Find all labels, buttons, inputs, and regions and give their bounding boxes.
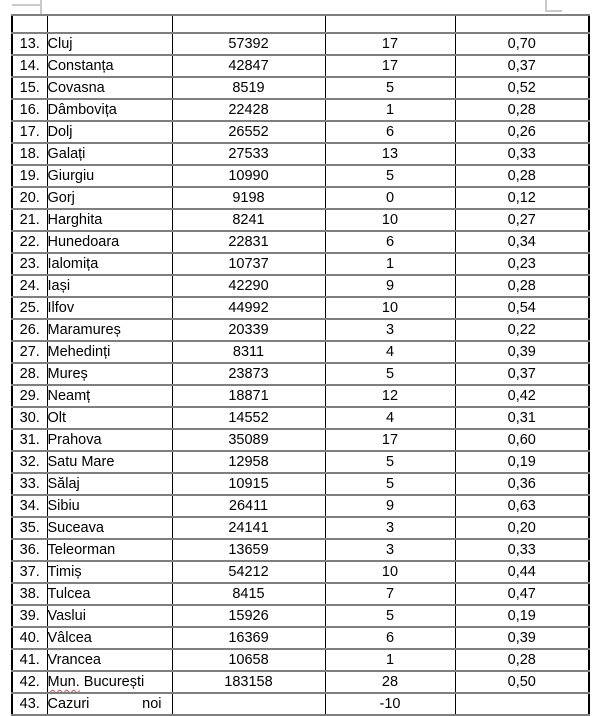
cell-value-1: 8241 <box>172 209 325 231</box>
cell-value-1: 14552 <box>172 407 325 429</box>
cell-row-number: 40. <box>12 627 47 649</box>
cell-value-2: 9 <box>325 495 455 517</box>
cell-county-name: Teleorman <box>47 539 172 561</box>
cell-value-2: 1 <box>325 99 455 121</box>
cell-value-3: 0,44 <box>455 561 589 583</box>
cell-value-3: 0,34 <box>455 231 589 253</box>
header-cell <box>172 15 325 33</box>
cell-row-number: 35. <box>12 517 47 539</box>
cell-county-name: Mun. București <box>47 671 172 693</box>
cell-value-3: 0,36 <box>455 473 589 495</box>
cell-county-name: Sălaj <box>47 473 172 495</box>
table-row <box>12 429 589 451</box>
table-row <box>12 561 589 583</box>
cell-county-name: Mehedinți <box>47 341 172 363</box>
cell-value-3: 0,23 <box>455 253 589 275</box>
table-row <box>12 517 589 539</box>
cell-county-name: Gorj <box>47 187 172 209</box>
cell-value-1: 10990 <box>172 165 325 187</box>
cell-value-1: 26552 <box>172 121 325 143</box>
cell-county-name: Covasna <box>47 77 172 99</box>
cell-value-1: 42290 <box>172 275 325 297</box>
cell-value-3: 0,37 <box>455 55 589 77</box>
table-row <box>12 407 589 429</box>
table-row <box>12 583 589 605</box>
cell-value-2: 6 <box>325 121 455 143</box>
table-row <box>12 99 589 121</box>
cell-value-3 <box>455 693 589 715</box>
cell-value-3: 0,19 <box>455 605 589 627</box>
cell-value-1: 13659 <box>172 539 325 561</box>
cell-value-1: 8519 <box>172 77 325 99</box>
cell-row-number: 33. <box>12 473 47 495</box>
header-cell <box>455 15 589 33</box>
cell-county-name: Galați <box>47 143 172 165</box>
cell-value-1: 23873 <box>172 363 325 385</box>
table-row <box>12 473 589 495</box>
cell-value-1: 12958 <box>172 451 325 473</box>
cell-value-3: 0,39 <box>455 341 589 363</box>
cell-value-1: 22428 <box>172 99 325 121</box>
table-row <box>12 671 589 693</box>
cell-county-name: Maramureș <box>47 319 172 341</box>
cell-value-2: 5 <box>325 363 455 385</box>
cell-value-2: 1 <box>325 253 455 275</box>
header-cell <box>47 15 172 33</box>
cell-county-name: Sibiu <box>47 495 172 517</box>
cell-county-name: Suceava <box>47 517 172 539</box>
cell-row-number: 37. <box>12 561 47 583</box>
cell-county-name: Satu Mare <box>47 451 172 473</box>
cell-row-number: 18. <box>12 143 47 165</box>
cell-value-3: 0,20 <box>455 517 589 539</box>
cell-value-2: 5 <box>325 473 455 495</box>
cell-value-1: 16369 <box>172 627 325 649</box>
cell-row-number: 16. <box>12 99 47 121</box>
cell-value-3: 0,47 <box>455 583 589 605</box>
cell-row-number: 43. <box>12 693 47 715</box>
table-row <box>12 33 589 55</box>
cell-county-name: Ilfov <box>47 297 172 319</box>
cell-value-1: 24141 <box>172 517 325 539</box>
cell-county-name: Vâlcea <box>47 627 172 649</box>
cell-row-number: 22. <box>12 231 47 253</box>
cell-row-number: 19. <box>12 165 47 187</box>
table-row <box>12 341 589 363</box>
spellcheck-underlined-word: Mun. <box>47 674 80 690</box>
cell-value-1: 26411 <box>172 495 325 517</box>
table-row <box>12 209 589 231</box>
table-body <box>12 15 589 715</box>
cell-value-2: 3 <box>325 539 455 561</box>
cell-value-2: 10 <box>325 297 455 319</box>
cell-value-2: 17 <box>325 429 455 451</box>
table-row <box>12 451 589 473</box>
cell-value-1: 10658 <box>172 649 325 671</box>
cell-value-3: 0,50 <box>455 671 589 693</box>
cell-value-2: 17 <box>325 55 455 77</box>
table-row <box>12 55 589 77</box>
justified-word: noi <box>142 696 162 712</box>
cell-value-1: 10737 <box>172 253 325 275</box>
cell-value-2: 17 <box>325 33 455 55</box>
cell-value-2: 5 <box>325 165 455 187</box>
cell-value-1: 44992 <box>172 297 325 319</box>
cell-row-number: 39. <box>12 605 47 627</box>
cell-value-2: 4 <box>325 407 455 429</box>
cell-row-number: 13. <box>12 33 47 55</box>
cell-value-3: 0,22 <box>455 319 589 341</box>
cell-value-2: 5 <box>325 605 455 627</box>
table-row <box>12 187 589 209</box>
cell-value-3: 0,26 <box>455 121 589 143</box>
cell-value-1: 15926 <box>172 605 325 627</box>
cell-value-3: 0,33 <box>455 143 589 165</box>
cell-row-number: 25. <box>12 297 47 319</box>
cell-value-1: 9198 <box>172 187 325 209</box>
table-row <box>12 165 589 187</box>
cell-value-3: 0,54 <box>455 297 589 319</box>
table-row <box>12 495 589 517</box>
header-cell <box>12 15 47 33</box>
cell-county-name: Dâmbovița <box>47 99 172 121</box>
table-row <box>12 253 589 275</box>
header-cell <box>325 15 455 33</box>
cell-value-3: 0,33 <box>455 539 589 561</box>
cell-county-name: Timiș <box>47 561 172 583</box>
cell-value-3: 0,27 <box>455 209 589 231</box>
table-row <box>12 121 589 143</box>
cell-value-2: 3 <box>325 319 455 341</box>
table-row <box>12 231 589 253</box>
cell-value-2: 10 <box>325 561 455 583</box>
cell-value-1: 18871 <box>172 385 325 407</box>
cell-value-1: 27533 <box>172 143 325 165</box>
cell-value-3: 0,28 <box>455 99 589 121</box>
cell-value-2: 7 <box>325 583 455 605</box>
table-row <box>12 693 589 715</box>
cell-value-2: 13 <box>325 143 455 165</box>
cell-value-3: 0,28 <box>455 275 589 297</box>
table-row <box>12 649 589 671</box>
cell-value-1: 8311 <box>172 341 325 363</box>
cell-value-1: 54212 <box>172 561 325 583</box>
cell-value-3: 0,60 <box>455 429 589 451</box>
table-row <box>12 275 589 297</box>
cell-value-3: 0,37 <box>455 363 589 385</box>
table-row <box>12 627 589 649</box>
cell-value-1: 22831 <box>172 231 325 253</box>
cell-value-1: 35089 <box>172 429 325 451</box>
cell-row-number: 17. <box>12 121 47 143</box>
cell-county-name: Neamț <box>47 385 172 407</box>
justified-text <box>48 694 172 714</box>
cell-value-3: 0,52 <box>455 77 589 99</box>
cell-row-number: 30. <box>12 407 47 429</box>
cell-value-2: 5 <box>325 77 455 99</box>
cell-value-3: 0,28 <box>455 649 589 671</box>
cell-county-name: Giurgiu <box>47 165 172 187</box>
cell-row-number: 26. <box>12 319 47 341</box>
cell-value-1 <box>172 693 325 715</box>
cell-county-name: Iași <box>47 275 172 297</box>
cell-value-2: 3 <box>325 517 455 539</box>
county-data-table <box>11 14 590 716</box>
cell-county-name <box>47 693 172 715</box>
cell-row-number: 15. <box>12 77 47 99</box>
cell-value-1: 42847 <box>172 55 325 77</box>
cell-row-number: 34. <box>12 495 47 517</box>
cell-value-2: -10 <box>325 693 455 715</box>
cell-value-3: 0,28 <box>455 165 589 187</box>
cell-row-number: 36. <box>12 539 47 561</box>
cell-value-2: 12 <box>325 385 455 407</box>
table-row <box>12 385 589 407</box>
cell-row-number: 31. <box>12 429 47 451</box>
table-row <box>12 319 589 341</box>
cell-county-name: Constanța <box>47 55 172 77</box>
cell-value-2: 1 <box>325 649 455 671</box>
cell-value-2: 28 <box>325 671 455 693</box>
cell-value-3: 0,42 <box>455 385 589 407</box>
cell-row-number: 14. <box>12 55 47 77</box>
cell-row-number: 42. <box>12 671 47 693</box>
cell-county-name: Tulcea <box>47 583 172 605</box>
cell-value-1: 10915 <box>172 473 325 495</box>
cell-value-3: 0,12 <box>455 187 589 209</box>
cell-county-name: Vaslui <box>47 605 172 627</box>
cell-value-3: 0,63 <box>455 495 589 517</box>
table-row <box>12 363 589 385</box>
cell-value-3: 0,31 <box>455 407 589 429</box>
cell-county-name: Prahova <box>47 429 172 451</box>
cell-row-number: 28. <box>12 363 47 385</box>
cell-row-number: 29. <box>12 385 47 407</box>
cell-value-2: 4 <box>325 341 455 363</box>
cell-value-1: 183158 <box>172 671 325 693</box>
cell-value-2: 9 <box>325 275 455 297</box>
table-row <box>12 143 589 165</box>
cell-county-name: Cluj <box>47 33 172 55</box>
table-header-row <box>12 15 589 33</box>
cell-value-3: 0,39 <box>455 627 589 649</box>
cell-value-2: 6 <box>325 627 455 649</box>
cell-county-name: Hunedoara <box>47 231 172 253</box>
cell-value-1: 20339 <box>172 319 325 341</box>
cell-value-2: 6 <box>325 231 455 253</box>
cell-value-1: 57392 <box>172 33 325 55</box>
cell-value-3: 0,70 <box>455 33 589 55</box>
cell-value-1: 8415 <box>172 583 325 605</box>
cell-row-number: 27. <box>12 341 47 363</box>
cell-row-number: 38. <box>12 583 47 605</box>
cell-county-name: Vrancea <box>47 649 172 671</box>
table-row <box>12 77 589 99</box>
justified-word: Cazuri <box>47 696 90 712</box>
table-row <box>12 605 589 627</box>
crop-mark-top-right-horizontal <box>545 10 562 12</box>
cell-row-number: 24. <box>12 275 47 297</box>
table-row <box>12 539 589 561</box>
cell-row-number: 20. <box>12 187 47 209</box>
cell-county-name: Dolj <box>47 121 172 143</box>
cell-row-number: 23. <box>12 253 47 275</box>
table-row <box>12 297 589 319</box>
cell-value-2: 5 <box>325 451 455 473</box>
cell-value-3: 0,19 <box>455 451 589 473</box>
crop-mark-top-left-vertical <box>40 0 42 15</box>
crop-mark-top-left-horizontal <box>12 4 41 6</box>
cell-value-2: 0 <box>325 187 455 209</box>
cell-county-name: Olt <box>47 407 172 429</box>
cell-row-number: 41. <box>12 649 47 671</box>
cell-row-number: 21. <box>12 209 47 231</box>
cell-county-name: Harghita <box>47 209 172 231</box>
cell-value-2: 10 <box>325 209 455 231</box>
cell-county-name: Ialomița <box>47 253 172 275</box>
cell-row-number: 32. <box>12 451 47 473</box>
cell-county-name: Mureș <box>47 363 172 385</box>
